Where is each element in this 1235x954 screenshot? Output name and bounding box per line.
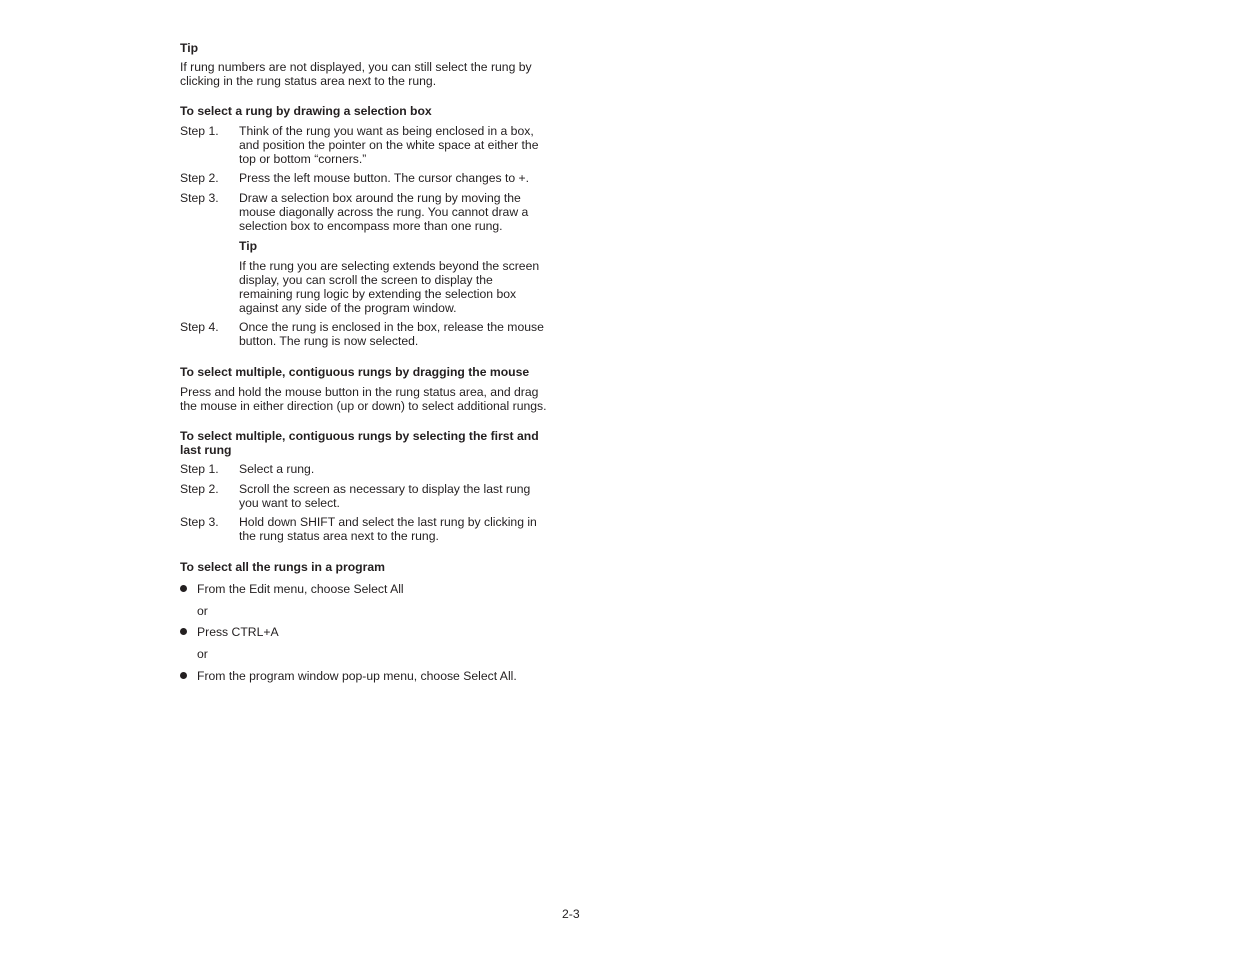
- section-heading-drag: To select multiple, contiguous rungs by dragging the mouse: [180, 365, 530, 379]
- section-heading-selection-box: To select a rung by drawing a selection box: [180, 104, 432, 118]
- text-line: Think of the rung you want as being enclosed in a box,: [239, 124, 534, 138]
- step-text: [239, 482, 530, 510]
- bullet-item: From the Edit menu, choose Select All: [197, 582, 404, 596]
- bullet-icon: [180, 628, 187, 635]
- text-line: If the rung you are selecting extends beyond the screen: [239, 259, 540, 273]
- step-label: Step 1.: [180, 124, 219, 138]
- heading-line: To select multiple, contiguous rungs by selecting the first and: [180, 429, 539, 443]
- page-number: 2-3: [562, 907, 580, 921]
- tip-heading: Tip: [239, 239, 258, 253]
- text-line: Press and hold the mouse button in the rung status area, and drag: [180, 385, 539, 399]
- step-label: Step 3.: [180, 515, 219, 529]
- tip-paragraph: [239, 259, 539, 315]
- text-line: the rung status area next to the rung.: [239, 529, 439, 543]
- text-line: and position the pointer on the white space at either the: [239, 138, 539, 152]
- text-line: If rung numbers are not displayed, you can still select the rung by: [180, 60, 532, 74]
- step-text: [239, 320, 544, 348]
- bullet-item: Press CTRL+A: [197, 625, 279, 639]
- step-text: [239, 462, 314, 476]
- bullet-icon: [180, 672, 187, 679]
- text-line: Draw a selection box around the rung by moving the: [239, 191, 521, 205]
- step-label: Step 4.: [180, 320, 219, 334]
- text-line: Hold down SHIFT and select the last rung by clicking in: [239, 515, 537, 529]
- step-text: [239, 124, 538, 166]
- tip-heading: Tip: [180, 41, 199, 55]
- section-heading-select-all: To select all the rungs in a program: [180, 560, 385, 574]
- step-text: [239, 515, 537, 543]
- step-text: [239, 171, 529, 185]
- heading-line: last rung: [180, 443, 232, 457]
- bullet-icon: [180, 585, 187, 592]
- text-line: display, you can scroll the screen to display the: [239, 273, 493, 287]
- text-line: against any side of the program window.: [239, 301, 457, 315]
- section-paragraph: [180, 385, 547, 413]
- section-heading-first-last: [180, 429, 539, 457]
- text-line: Press the left mouse button. The cursor changes to +.: [239, 171, 530, 185]
- text-line: you want to select.: [239, 496, 340, 510]
- or-separator: or: [197, 604, 208, 618]
- or-separator: or: [197, 647, 208, 661]
- step-label: Step 2.: [180, 482, 219, 496]
- text-line: mouse diagonally across the rung. You cannot draw a: [239, 205, 529, 219]
- text-line: Once the rung is enclosed in the box, release the mouse: [239, 320, 544, 334]
- text-line: selection box to encompass more than one rung.: [239, 219, 503, 233]
- text-line: Scroll the screen as necessary to display the last rung: [239, 482, 531, 496]
- bullet-item: From the program window pop-up menu, choose Select All.: [197, 669, 517, 683]
- step-label: Step 2.: [180, 171, 219, 185]
- tip-paragraph: [180, 60, 532, 88]
- step-label: Step 1.: [180, 462, 219, 476]
- step-text: [239, 191, 528, 233]
- text-line: button. The rung is now selected.: [239, 334, 419, 348]
- text-line: the mouse in either direction (up or down) to select additional rungs.: [180, 399, 547, 413]
- step-label: Step 3.: [180, 191, 219, 205]
- text-line: Select a rung.: [239, 462, 315, 476]
- text-line: top or bottom “corners.”: [239, 152, 367, 166]
- text-line: remaining rung logic by extending the selection box: [239, 287, 517, 301]
- text-line: clicking in the rung status area next to the rung.: [180, 74, 437, 88]
